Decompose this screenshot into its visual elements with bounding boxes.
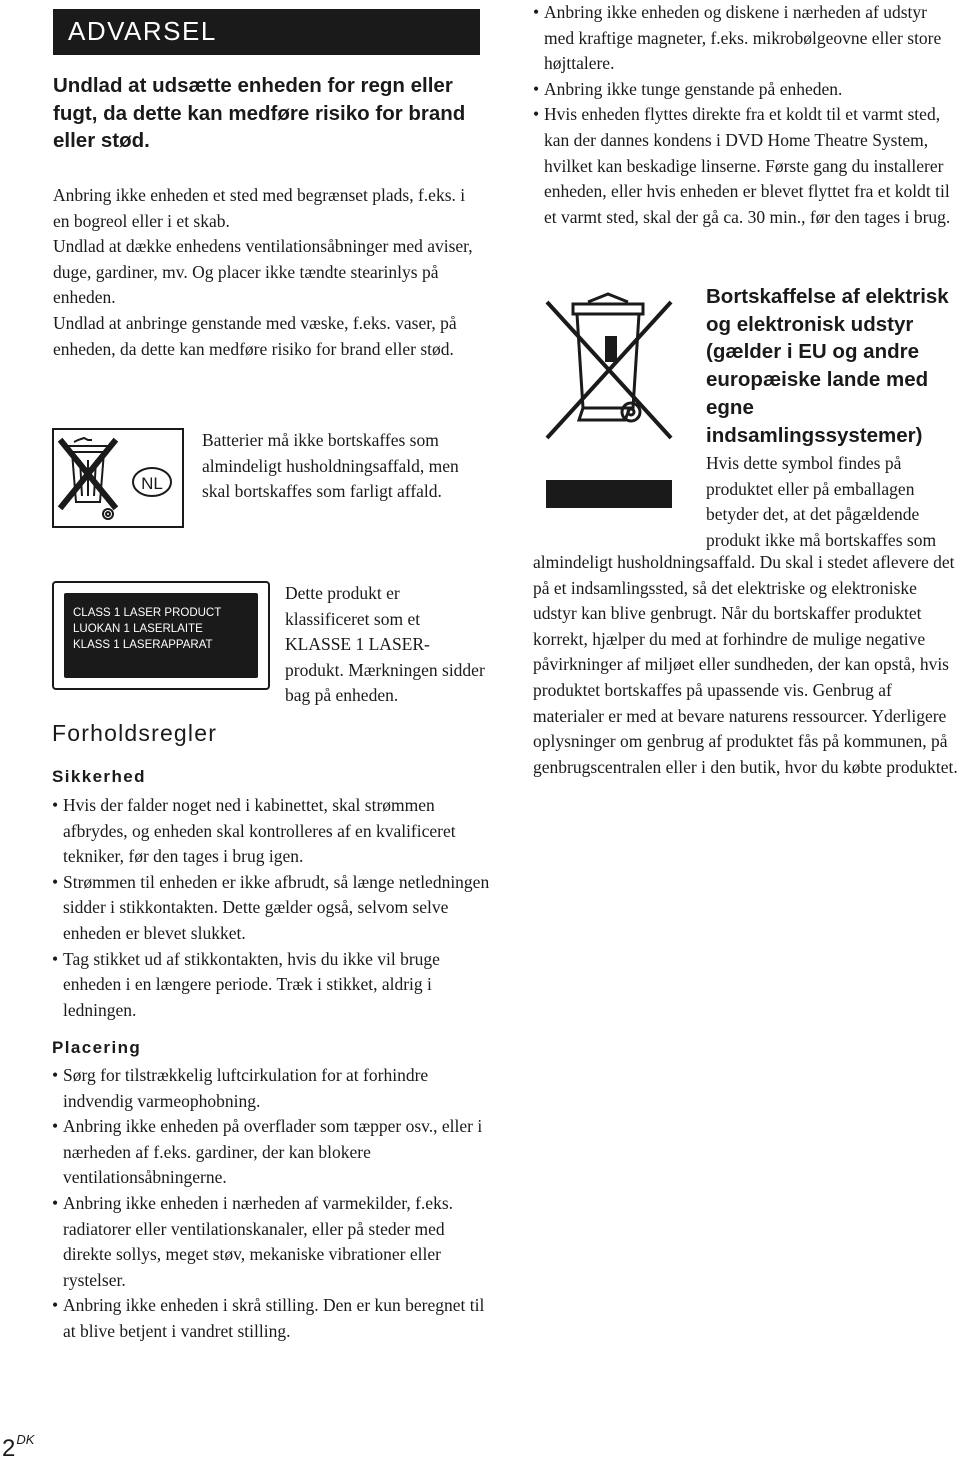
laser-label-plate [64, 593, 258, 678]
warning-header [53, 9, 480, 55]
laser-label-line: CLASS 1 LASER PRODUCT [73, 607, 222, 619]
placement-heading: Placering [52, 1038, 142, 1057]
list-item: • Anbring ikke enheden på overflader som tæpper osv., eller i nærheden af f.eks. gardiner, der kan blokere ventilationsåbningerne. [52, 1114, 492, 1191]
warning-bold-text: Undlad at udsætte enheden for regn eller fugt, da dette kan medføre risiko for brand eller stød. [53, 74, 466, 152]
warning-title: ADVARSEL [68, 16, 217, 46]
nl-badge: NL [141, 474, 163, 493]
safety-heading: Sikkerhed [52, 767, 146, 786]
warning-paragraphs [53, 183, 483, 362]
laser-label-line: KLASS 1 LASERAPPARAT [73, 639, 213, 651]
crossed-bin-icon [54, 430, 182, 526]
battery-symbol [52, 428, 184, 528]
warning-paragraph: Anbring ikke enheden et sted med begrænset plads, f.eks. i en bogreol eller i et skab. [53, 185, 466, 231]
list-item: • Hvis enheden flyttes direkte fra et koldt til et varmt sted, kan der dannes kondens i DVD Home Theatre System, hvilket kan beskadige linserne. Første gang du installerer enheden, eller hvis enheden er blevet flyttet fra et koldt til et varmt sted, skal der gå ca. 30 min., før den tages i brug. [533, 102, 960, 230]
weee-black-bar [546, 480, 672, 508]
list-item: • Tag stikket ud af stikkontakten, hvis du ikke vil bruge enheden i en længere periode. Træk i stikket, aldrig i ledningen. [52, 947, 492, 1024]
laser-label-line: LUOKAN 1 LASERLAITE [73, 623, 203, 635]
battery-text: Batterier må ikke bortskaffes som almindeligt husholdningsaffald, men skal bortskaffes som farligt affald. [202, 430, 459, 502]
weee-symbol [533, 288, 683, 478]
list-item: • Anbring ikke enheden i skrå stilling. Den er kun beregnet til at blive betjent i vandret stilling. [52, 1293, 492, 1344]
precautions-title: Forholdsregler [52, 720, 218, 746]
warning-paragraph: Undlad at dække enhedens ventilationsåbninger med aviser, duge, gardiner, mv. Og placer ikke tændte stearinlys på enheden. [53, 236, 473, 308]
list-item: • Anbring ikke enheden i nærheden af varmekilder, f.eks. radiatorer eller ventilationskanaler, eller på steder med direkte sollys, meget støv, mekaniske vibrationer eller rystelser. [52, 1191, 492, 1293]
disposal-heading: Bortskaffelse af elektrisk og elektronisk udstyr (gælder i EU og andre europæiske lande med egne indsamlingssystemer) [706, 285, 949, 447]
list-item: • Anbring ikke tunge genstande på enheden. [533, 77, 960, 103]
placement-list [52, 1063, 492, 1345]
placement-list-continued [533, 0, 960, 230]
disposal-text-start: Hvis dette symbol findes på produktet eller på emballagen betyder det, at det pågældende produkt ikke må bortskaffes som [706, 453, 937, 550]
list-item: • Anbring ikke enheden og diskene i nærheden af udstyr med kraftige magneter, f.eks. mikrobølgeovne eller store højttalere. [533, 0, 960, 77]
safety-list [52, 793, 492, 1023]
language-code: DK [16, 1432, 35, 1447]
laser-text: Dette produkt er klassificeret som et KLASSE 1 LASER-produkt. Mærkningen sidder bag på enheden. [285, 583, 485, 706]
list-item: • Sørg for tilstrækkelig luftcirkulation for at forhindre indvendig varmeophobning. [52, 1063, 492, 1114]
laser-label [52, 581, 270, 690]
list-item: • Strømmen til enheden er ikke afbrudt, så længe netledningen sidder i stikkontakten. Dette gælder også, selvom selve enheden er blevet slukket. [52, 870, 492, 947]
page-number: $2^{DK}$ [2, 1432, 35, 1462]
warning-paragraph: Undlad at anbringe genstande med væske, f.eks. vaser, på enheden, da dette kan medføre risiko for brand eller stød. [53, 312, 457, 359]
crossed-wheelie-bin-icon [533, 288, 683, 478]
disposal-text: almindeligt husholdningsaffald. Du skal i stedet aflevere det på et indsamlingssted, så det elektriske og elektroniske udstyr kan blive genbrugt. Når du bortskaffer produktet korrekt, hjælper du med at forhindre de mulige negative påvirkninger af miljøet eller sundheden, der kan opstå, hvis produktet bortskaffes på upassende vis. Genbrug af materialer er med at bevare naturens ressourcer. Yderligere oplysninger om genbrug af produktet fås på kommunen, på genbrugscentralen eller i den butik, hvor du købte produktet. [533, 552, 958, 777]
list-item: • Hvis der falder noget ned i kabinettet, skal strømmen afbrydes, og enheden skal kontrolleres af en kvalificeret tekniker, før den tages i brug igen. [52, 793, 492, 870]
